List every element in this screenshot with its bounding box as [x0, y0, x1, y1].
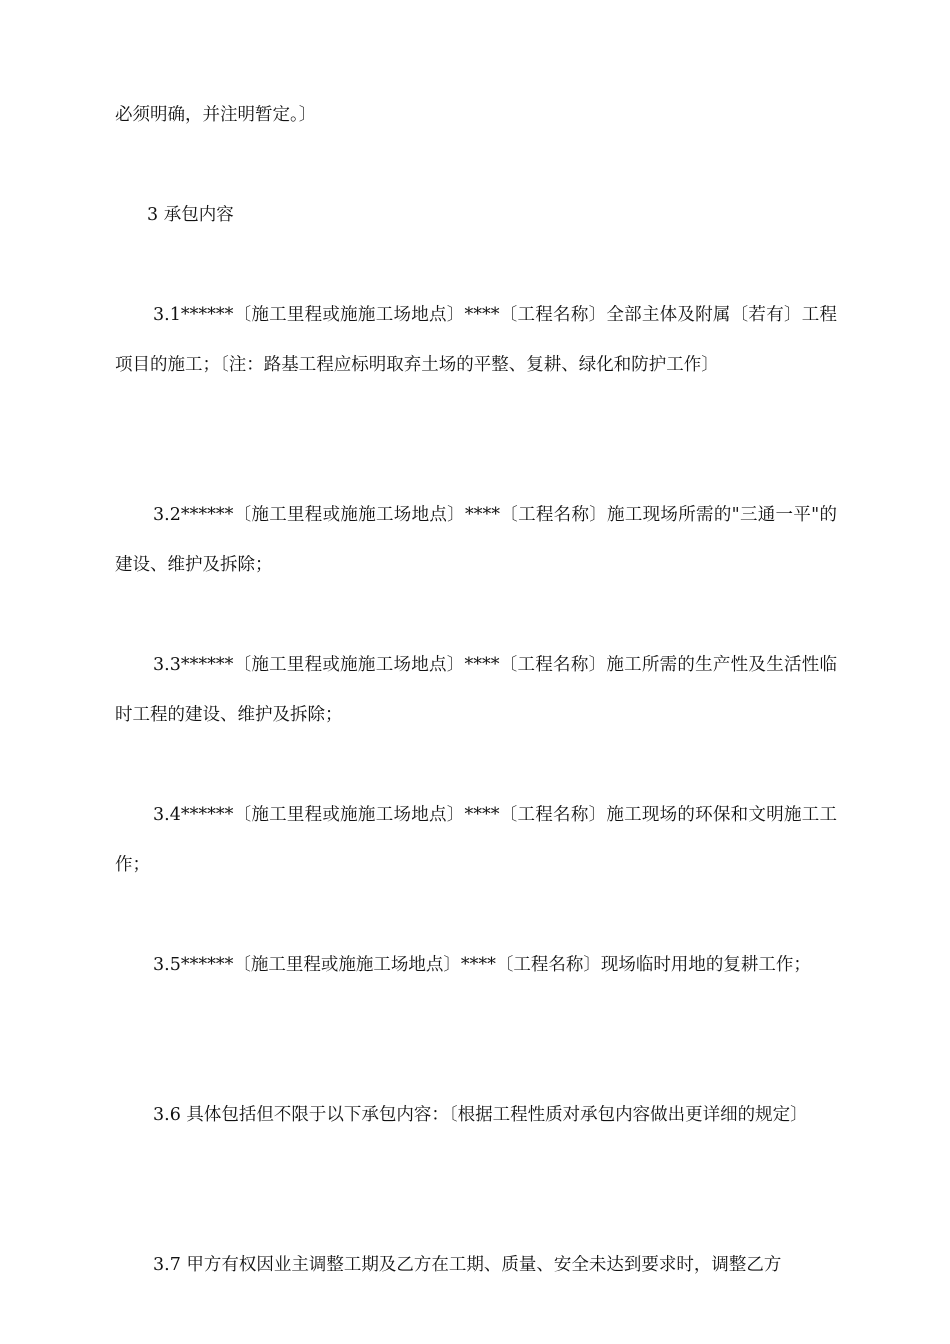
paragraph-continuation: 必须明确，并注明暂定。〕 — [115, 105, 317, 125]
clause-3-5: 3.5******〔施工里程或施施工场地点〕****〔工程名称〕现场临时用地的复耕工作； — [153, 955, 811, 975]
clause-3-6: 3.6 具体包括但不限于以下承包内容：〔根据工程性质对承包内容做出更详细的规定〕 — [153, 1105, 808, 1125]
clause-3-3: 3.3******〔施工里程或施施工场地点〕****〔工程名称〕施工所需的生产性及生活性临时工程的建设、维护及拆除； — [115, 655, 837, 725]
section-heading-contract-scope: 3 承包内容 — [147, 205, 234, 225]
clause-3-1: 3.1******〔施工里程或施施工场地点〕****〔工程名称〕全部主体及附属〔若有〕工程项目的施工；〔注：路基工程应标明取弃土场的平整、复耕、绿化和防护工作〕 — [115, 305, 837, 375]
clause-3-7: 3.7 甲方有权因业主调整工期及乙方在工期、质量、安全未达到要求时，调整乙方 — [153, 1255, 782, 1275]
clause-3-4: 3.4******〔施工里程或施施工场地点〕****〔工程名称〕施工现场的环保和文明施工工作； — [115, 805, 837, 875]
clause-3-2: 3.2******〔施工里程或施施工场地点〕****〔工程名称〕施工现场所需的"三通一平"的建设、维护及拆除； — [115, 505, 837, 575]
